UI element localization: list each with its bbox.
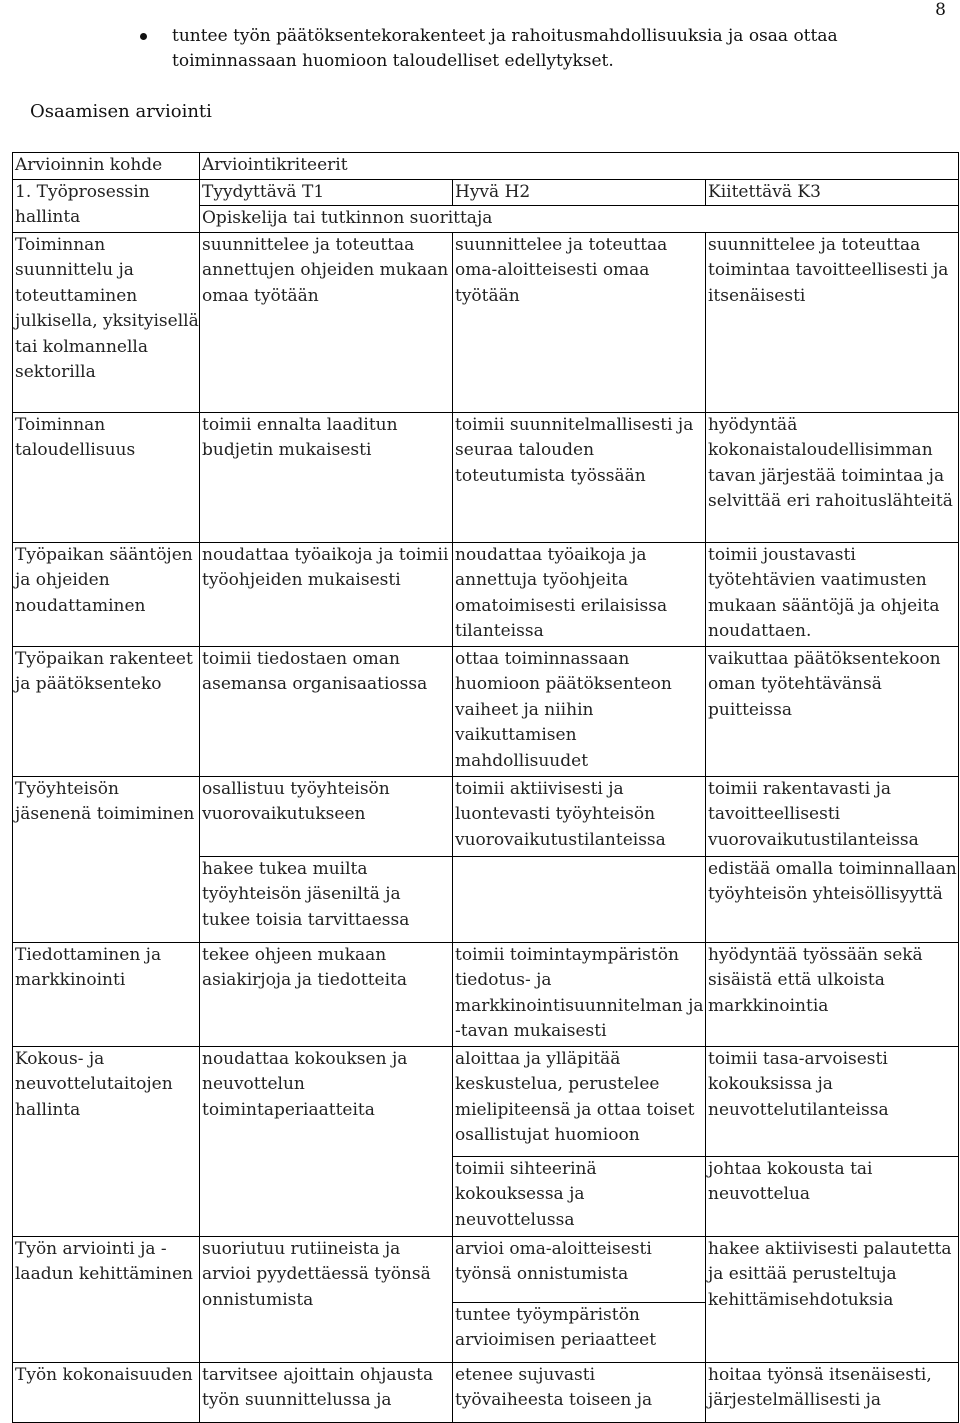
intro-bullet-text: tuntee työn päätöksentekorakenteet ja rahoitusmahdollisuuksia ja osaa ottaa toiminnassaan huomioon taloudelliset edellytykset. bbox=[172, 26, 838, 71]
row-k3: suunnittelee ja toteuttaa toimintaa tavoitteellisesti ja itsenäisesti bbox=[706, 232, 959, 412]
row-h2: etenee sujuvasti työvaiheesta toiseen ja bbox=[453, 1362, 706, 1422]
table-row bbox=[13, 776, 959, 856]
row-t1: toimii tiedostaen oman asemansa organisaatiossa bbox=[200, 646, 453, 776]
row-h2: toimii suunnitelmallisesti ja seuraa talouden toteutumista työssään bbox=[453, 412, 706, 542]
row-h2: toimii aktiivisesti ja luontevasti työyhteisön vuorovaikutustilanteissa bbox=[453, 776, 706, 856]
table-row bbox=[13, 542, 959, 646]
header-target: Arvioinnin kohde bbox=[13, 153, 200, 180]
row-k3: toimii joustavasti työtehtävien vaatimusten mukaan sääntöjä ja ohjeita noudattaen. bbox=[706, 542, 959, 646]
row-h2: ottaa toiminnassaan huomioon päätöksenteon vaiheet ja niihin vaikuttamisen mahdollisuudet bbox=[453, 646, 706, 776]
row-h2-empty bbox=[453, 856, 706, 942]
row-t1: tekee ohjeen mukaan asiakirjoja ja tiedotteita bbox=[200, 942, 453, 1046]
header-process-title: 1. Työprosessin hallinta bbox=[13, 179, 200, 232]
row-h2: toimii toimintaympäristön tiedotus- ja markkinointisuunnitelman ja -tavan mukaisesti bbox=[453, 942, 706, 1046]
header-level-h2: Hyvä H2 bbox=[453, 179, 706, 206]
row-t1: osallistuu työyhteisön vuorovaikutukseen bbox=[200, 776, 453, 856]
row-t1: toimii ennalta laaditun budjetin mukaisesti bbox=[200, 412, 453, 542]
table-row bbox=[13, 646, 959, 776]
header-criteria: Arviointikriteerit bbox=[200, 153, 959, 180]
intro-bullet bbox=[140, 24, 920, 74]
row-k3: vaikuttaa päätöksentekoon oman työtehtävänsä puitteissa bbox=[706, 646, 959, 776]
row-k3: johtaa kokousta tai neuvottelua bbox=[706, 1156, 959, 1236]
row-h2: aloittaa ja ylläpitää keskustelua, perustelee mielipiteensä ja ottaa toiset osallistujat huomioon bbox=[453, 1046, 706, 1156]
row-t1: noudattaa työaikoja ja toimii työohjeiden mukaisesti bbox=[200, 542, 453, 646]
table-row bbox=[13, 942, 959, 1046]
row-target: Kokous- ja neuvottelutaitojen hallinta bbox=[13, 1046, 200, 1236]
row-k3: hyödyntää kokonaistaloudellisimman tavan järjestää toimintaa ja selvittää eri rahoituslähteitä bbox=[706, 412, 959, 542]
row-h2: arvioi oma-aloitteisesti työnsä onnistumista bbox=[453, 1236, 706, 1302]
row-h2: noudattaa työaikoja ja annettuja työohjeita omatoimisesti erilaisissa tilanteissa bbox=[453, 542, 706, 646]
bullet-icon bbox=[140, 33, 147, 40]
row-target: Työpaikan sääntöjen ja ohjeiden noudattaminen bbox=[13, 542, 200, 646]
row-t1: noudattaa kokouksen ja neuvottelun toimintaperiaatteita bbox=[200, 1046, 453, 1236]
table-row bbox=[13, 232, 959, 412]
row-target: Toiminnan suunnittelu ja toteuttaminen julkisella, yksityisellä tai kolmannella sektorilla bbox=[13, 232, 200, 412]
header-level-k3: Kiitettävä K3 bbox=[706, 179, 959, 206]
header-level-t1: Tyydyttävä T1 bbox=[200, 179, 453, 206]
row-k3: edistää omalla toiminnallaan työyhteisön yhteisöllisyyttä bbox=[706, 856, 959, 942]
row-k3: hyödyntää työssään sekä sisäistä että ulkoista markkinointia bbox=[706, 942, 959, 1046]
row-target: Toiminnan taloudellisuus bbox=[13, 412, 200, 542]
row-h2: toimii sihteerinä kokouksessa ja neuvottelussa bbox=[453, 1156, 706, 1236]
page-number: 8 bbox=[935, 0, 946, 20]
row-k3: hoitaa työnsä itsenäisesti, järjestelmällisesti ja bbox=[706, 1362, 959, 1422]
table-row bbox=[13, 1046, 959, 1156]
row-k3: toimii rakentavasti ja tavoitteellisesti vuorovaikutustilanteissa bbox=[706, 776, 959, 856]
table-row bbox=[13, 412, 959, 542]
header-performer: Opiskelija tai tutkinnon suorittaja bbox=[200, 206, 959, 233]
row-target: Tiedottaminen ja markkinointi bbox=[13, 942, 200, 1046]
row-k3: toimii tasa-arvoisesti kokouksissa ja neuvottelutilanteissa bbox=[706, 1046, 959, 1156]
row-h2: suunnittelee ja toteuttaa oma-aloitteisesti omaa työtään bbox=[453, 232, 706, 412]
row-t1: suunnittelee ja toteuttaa annettujen ohjeiden mukaan omaa työtään bbox=[200, 232, 453, 412]
row-t1: tarvitsee ajoittain ohjausta työn suunnittelussa ja bbox=[200, 1362, 453, 1422]
table-row bbox=[13, 1236, 959, 1302]
row-target: Työn kokonaisuuden bbox=[13, 1362, 200, 1422]
assessment-table bbox=[12, 152, 959, 1423]
section-title: Osaamisen arviointi bbox=[30, 101, 212, 122]
row-target: Työyhteisön jäsenenä toimiminen bbox=[13, 776, 200, 942]
row-target: Työn arviointi ja -laadun kehittäminen bbox=[13, 1236, 200, 1362]
row-k3: hakee aktiivisesti palautetta ja esittää perusteltuja kehittämisehdotuksia bbox=[706, 1236, 959, 1362]
row-h2: tuntee työympäristön arvioimisen periaatteet bbox=[453, 1302, 706, 1362]
row-target: Työpaikan rakenteet ja päätöksenteko bbox=[13, 646, 200, 776]
row-t1: suoriutuu rutiineista ja arvioi pyydettäessä työnsä onnistumista bbox=[200, 1236, 453, 1362]
table-row bbox=[13, 1362, 959, 1422]
row-t1: hakee tukea muilta työyhteisön jäseniltä ja tukee toisia tarvittaessa bbox=[200, 856, 453, 942]
